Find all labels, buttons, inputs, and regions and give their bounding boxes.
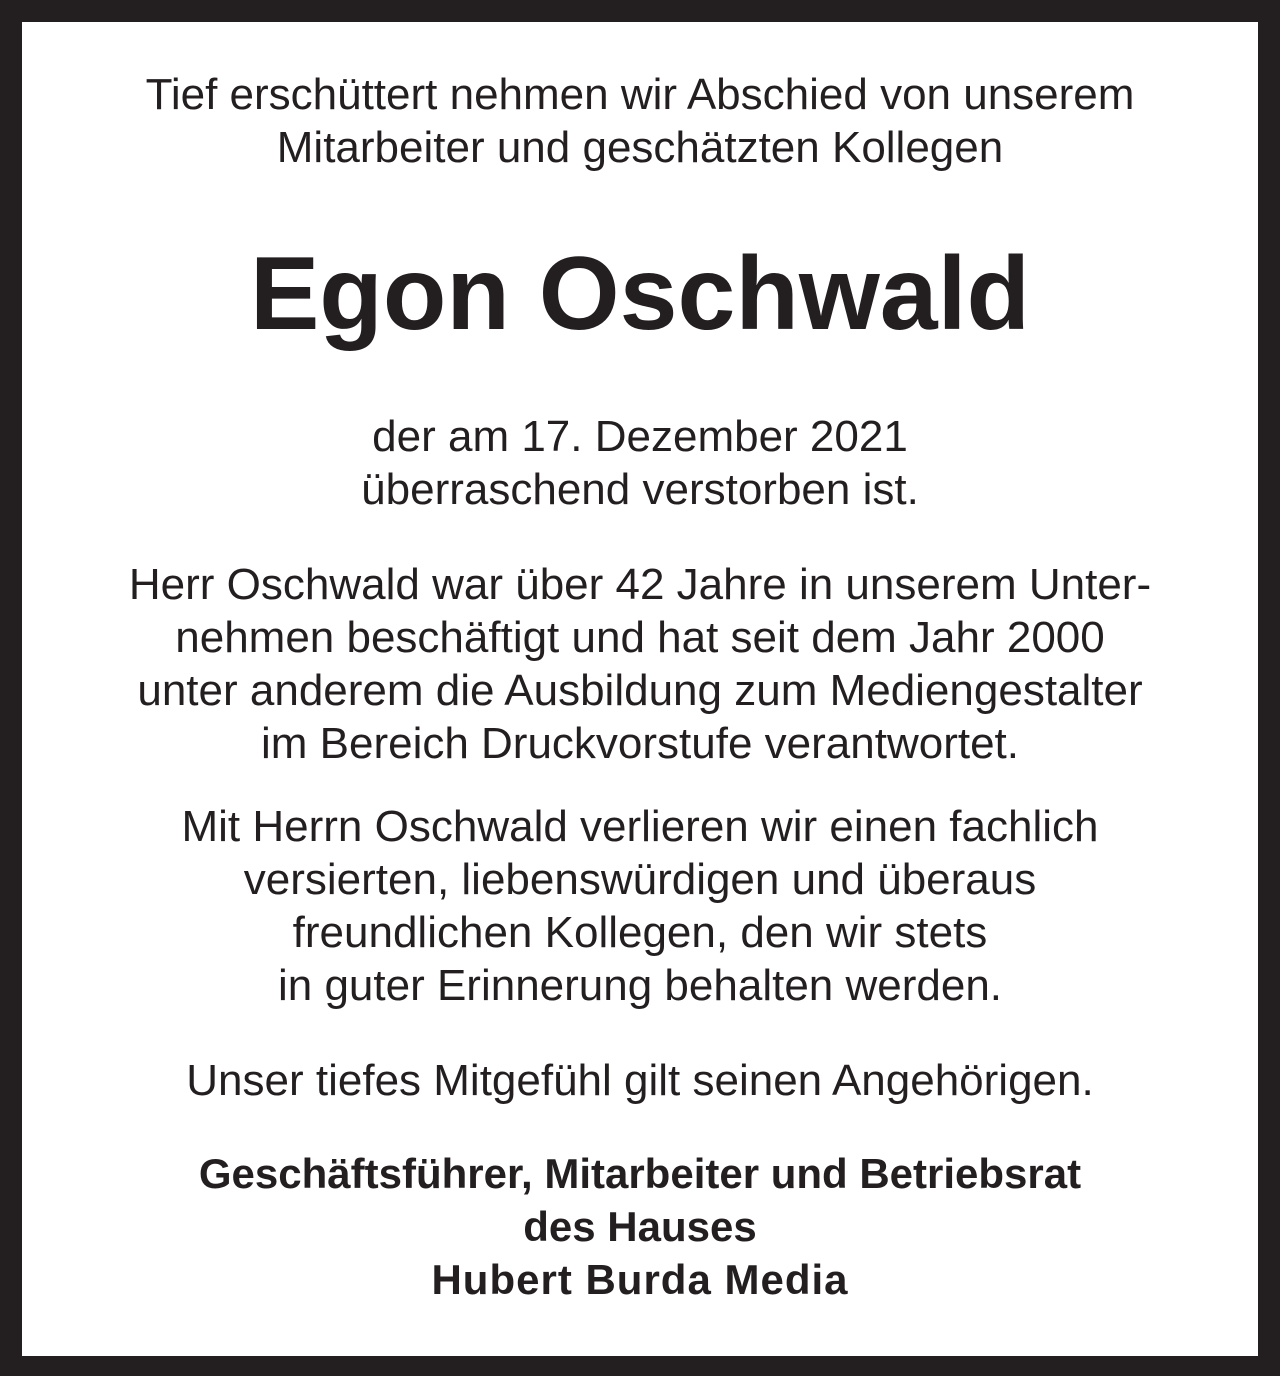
signature-line: des Hauses <box>523 1203 757 1250</box>
company-name: Hubert Burda Media <box>431 1256 849 1303</box>
deceased-name: Egon Oschwald <box>249 236 1031 352</box>
tribute-paragraph <box>22 800 1258 1012</box>
death-line: der am 17. Dezember 2021 <box>372 412 908 461</box>
intro-paragraph <box>22 68 1258 174</box>
obituary-notice <box>22 22 1258 1356</box>
tribute-line: freundlichen Kollegen, den wir stets <box>292 908 988 957</box>
sympathy-line: Unser tiefes Mitgefühl gilt seinen Angehörigen. <box>186 1056 1094 1105</box>
career-line: im Bereich Druckvorstufe verantwortet. <box>260 719 1020 768</box>
intro-line: Tief erschüttert nehmen wir Abschied von unserem <box>145 70 1135 119</box>
tribute-line: in guter Erinnerung behalten werden. <box>277 961 1003 1010</box>
signature-line: Geschäftsführer, Mitarbeiter und Betriebsrat <box>198 1150 1082 1197</box>
death-line: überraschend verstorben ist. <box>361 465 919 514</box>
tribute-line: versierten, liebenswürdigen und überaus <box>243 855 1037 904</box>
career-line: unter anderem die Ausbildung zum Mediengestalter <box>137 666 1143 715</box>
tribute-line: Mit Herrn Oschwald verlieren wir einen fachlich <box>181 802 1099 851</box>
intro-line: Mitarbeiter und geschätzten Kollegen <box>276 123 1004 172</box>
career-paragraph <box>22 558 1258 770</box>
career-line: Herr Oschwald war über 42 Jahre in unserem Unter- <box>128 560 1152 609</box>
career-line: nehmen beschäftigt und hat seit dem Jahr 2000 <box>175 613 1105 662</box>
signature-block <box>22 1147 1258 1306</box>
death-date-paragraph <box>22 410 1258 516</box>
